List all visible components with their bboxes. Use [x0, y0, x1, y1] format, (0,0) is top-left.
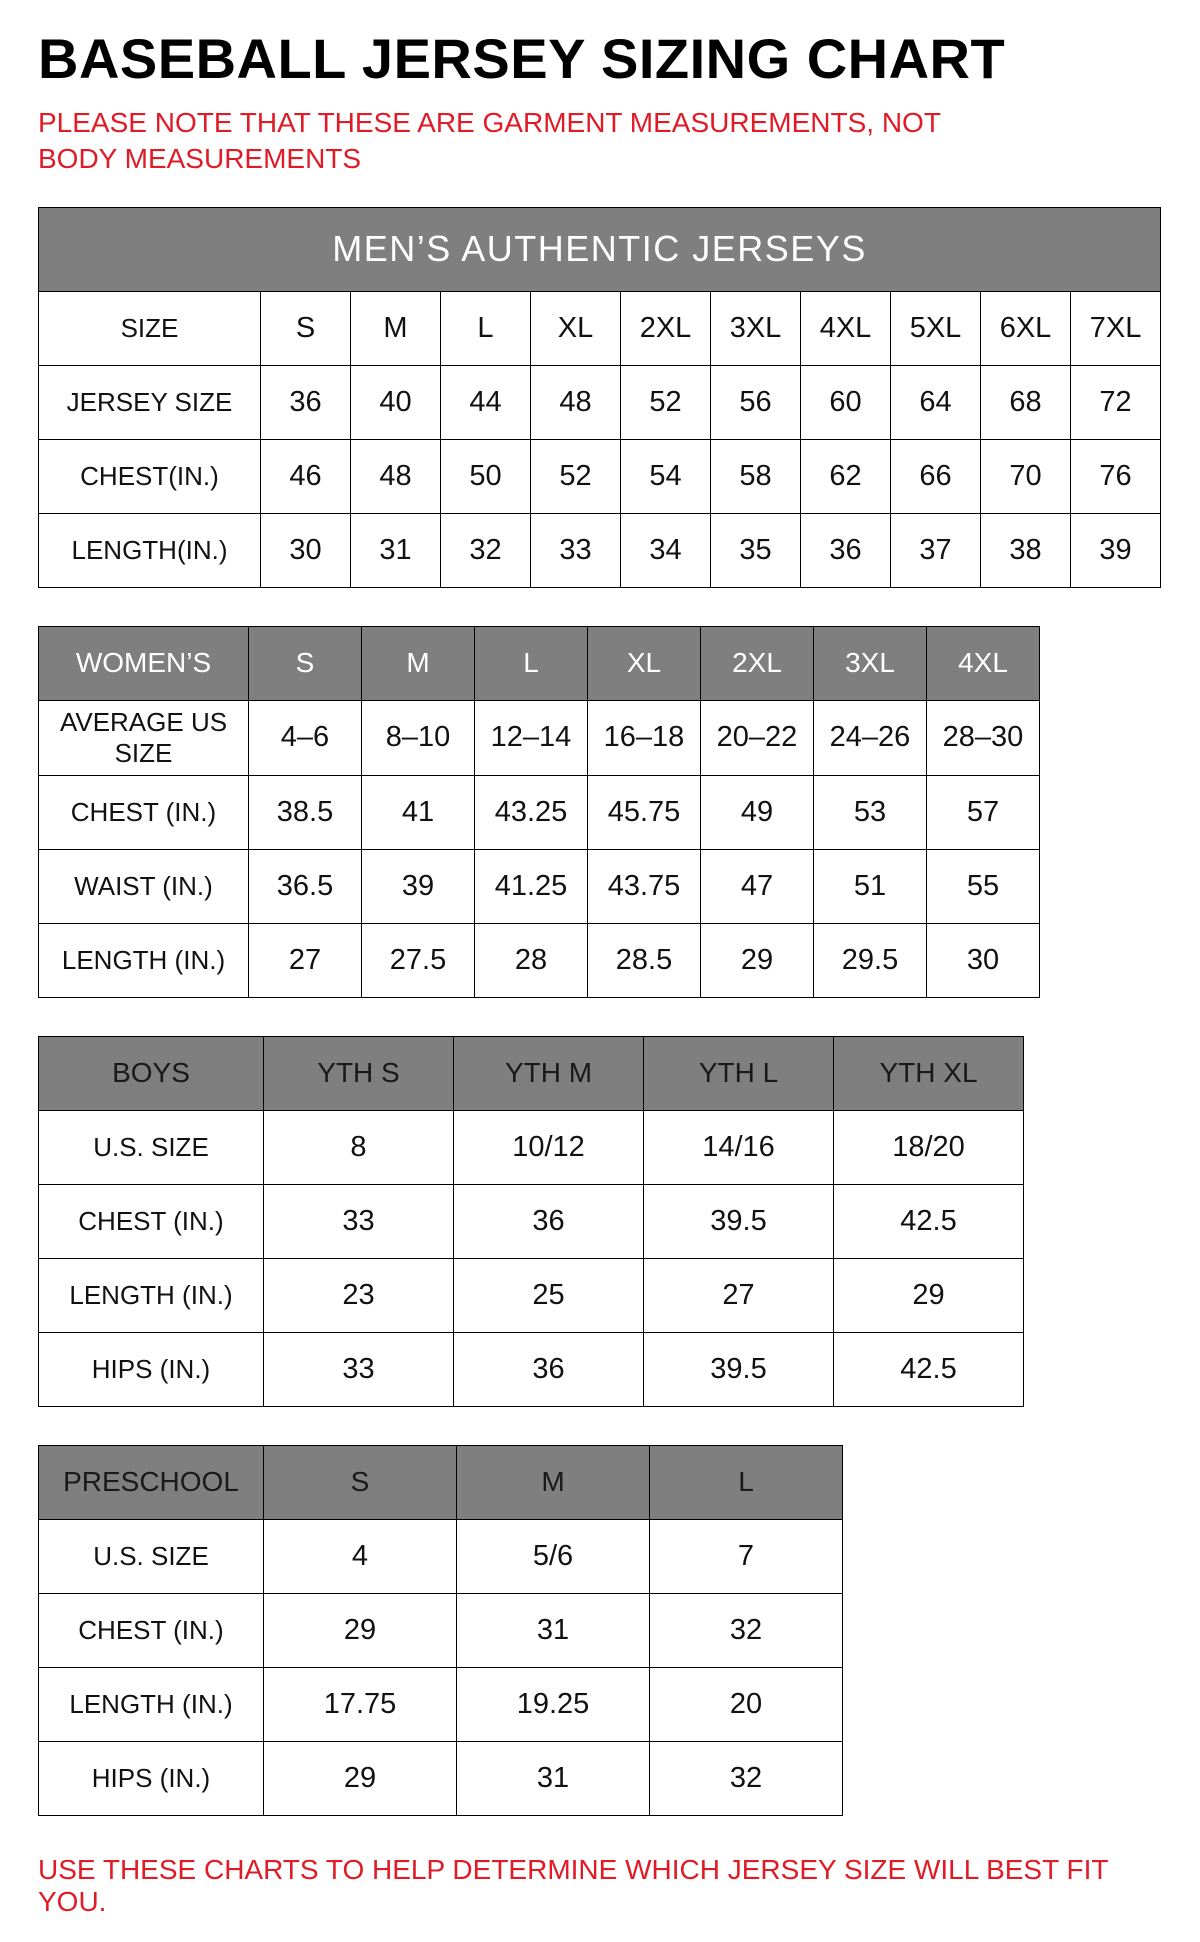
page-title: BASEBALL JERSEY SIZING CHART — [38, 27, 1006, 90]
value-cell: S — [264, 1445, 457, 1519]
table-row — [39, 1741, 843, 1815]
value-cell: 31 — [457, 1741, 650, 1815]
value-cell: 10/12 — [454, 1110, 644, 1184]
value-cell: 27 — [249, 923, 362, 997]
value-cell: 41.25 — [475, 849, 588, 923]
row-label-cell: LENGTH (IN.) — [39, 923, 249, 997]
value-cell: 38 — [981, 513, 1071, 587]
row-label-cell: SIZE — [39, 291, 261, 365]
value-cell: 64 — [891, 365, 981, 439]
table-header-row — [39, 1445, 843, 1519]
row-label-cell: CHEST(IN.) — [39, 439, 261, 513]
fit-advice-footer: USE THESE CHARTS TO HELP DETERMINE WHICH JERSEY SIZE WILL BEST FIT YOU. — [38, 1853, 1108, 1917]
value-cell: 30 — [927, 923, 1040, 997]
value-cell: 5XL — [891, 291, 981, 365]
boys-sizing-table — [38, 1036, 1024, 1407]
value-cell: 29 — [264, 1741, 457, 1815]
value-cell: L — [475, 626, 588, 700]
value-cell: 20–22 — [701, 700, 814, 775]
value-cell: 52 — [531, 439, 621, 513]
table-header-row — [39, 626, 1040, 700]
row-label-cell: CHEST (IN.) — [39, 775, 249, 849]
value-cell: M — [351, 291, 441, 365]
value-cell: 16–18 — [588, 700, 701, 775]
row-label-cell: HIPS (IN.) — [39, 1332, 264, 1406]
value-cell: 4XL — [927, 626, 1040, 700]
value-cell: 32 — [441, 513, 531, 587]
row-label-cell: JERSEY SIZE — [39, 365, 261, 439]
value-cell: 45.75 — [588, 775, 701, 849]
value-cell: 25 — [454, 1258, 644, 1332]
value-cell: 39 — [1071, 513, 1161, 587]
value-cell: 29.5 — [814, 923, 927, 997]
value-cell: 37 — [891, 513, 981, 587]
value-cell: 36 — [801, 513, 891, 587]
table-row — [39, 1258, 1024, 1332]
value-cell: 54 — [621, 439, 711, 513]
value-cell: 33 — [264, 1332, 454, 1406]
value-cell: 19.25 — [457, 1667, 650, 1741]
value-cell: 17.75 — [264, 1667, 457, 1741]
value-cell: 32 — [650, 1593, 843, 1667]
value-cell: 33 — [531, 513, 621, 587]
table-row — [39, 291, 1161, 365]
value-cell: 47 — [701, 849, 814, 923]
value-cell: 33 — [264, 1184, 454, 1258]
table-banner-row — [39, 207, 1161, 291]
value-cell: 40 — [351, 365, 441, 439]
value-cell: 50 — [441, 439, 531, 513]
value-cell: 36.5 — [249, 849, 362, 923]
value-cell: 31 — [351, 513, 441, 587]
row-label-cell: BOYS — [39, 1036, 264, 1110]
value-cell: 3XL — [814, 626, 927, 700]
row-label-cell: U.S. SIZE — [39, 1110, 264, 1184]
womens-sizing-table — [38, 626, 1040, 998]
value-cell: 42.5 — [834, 1332, 1024, 1406]
value-cell: 2XL — [701, 626, 814, 700]
value-cell: M — [457, 1445, 650, 1519]
value-cell: 38.5 — [249, 775, 362, 849]
table-row — [39, 1519, 843, 1593]
value-cell: XL — [531, 291, 621, 365]
value-cell: 53 — [814, 775, 927, 849]
preschool-sizing-table — [38, 1445, 843, 1816]
value-cell: 39 — [362, 849, 475, 923]
value-cell: 72 — [1071, 365, 1161, 439]
value-cell: 20 — [650, 1667, 843, 1741]
table-row — [39, 1332, 1024, 1406]
table-row — [39, 513, 1161, 587]
table-row — [39, 1184, 1024, 1258]
table-row — [39, 1110, 1024, 1184]
value-cell: 6XL — [981, 291, 1071, 365]
value-cell: 55 — [927, 849, 1040, 923]
value-cell: 28 — [475, 923, 588, 997]
value-cell: 31 — [457, 1593, 650, 1667]
row-label-cell: WOMEN’S — [39, 626, 249, 700]
value-cell: 56 — [711, 365, 801, 439]
mens-table-title: MEN’S AUTHENTIC JERSEYS — [39, 207, 1161, 291]
value-cell: 41 — [362, 775, 475, 849]
row-label-cell: CHEST (IN.) — [39, 1184, 264, 1258]
value-cell: 70 — [981, 439, 1071, 513]
row-label-cell: U.S. SIZE — [39, 1519, 264, 1593]
value-cell: 48 — [531, 365, 621, 439]
value-cell: 30 — [261, 513, 351, 587]
mens-sizing-table — [38, 207, 1161, 588]
value-cell: 48 — [351, 439, 441, 513]
value-cell: 7XL — [1071, 291, 1161, 365]
value-cell: YTH S — [264, 1036, 454, 1110]
row-label-cell: CHEST (IN.) — [39, 1593, 264, 1667]
value-cell: 18/20 — [834, 1110, 1024, 1184]
value-cell: 7 — [650, 1519, 843, 1593]
value-cell: YTH M — [454, 1036, 644, 1110]
value-cell: 39.5 — [644, 1332, 834, 1406]
value-cell: 23 — [264, 1258, 454, 1332]
value-cell: 29 — [701, 923, 814, 997]
row-label-cell: LENGTH (IN.) — [39, 1258, 264, 1332]
table-header-row — [39, 1036, 1024, 1110]
table-row — [39, 365, 1161, 439]
value-cell: 4XL — [801, 291, 891, 365]
table-row — [39, 439, 1161, 513]
value-cell: 46 — [261, 439, 351, 513]
table-row — [39, 700, 1040, 775]
value-cell: 8 — [264, 1110, 454, 1184]
value-cell: 66 — [891, 439, 981, 513]
value-cell: L — [441, 291, 531, 365]
value-cell: YTH XL — [834, 1036, 1024, 1110]
value-cell: 36 — [261, 365, 351, 439]
value-cell: XL — [588, 626, 701, 700]
value-cell: 49 — [701, 775, 814, 849]
row-label-cell: WAIST (IN.) — [39, 849, 249, 923]
value-cell: 34 — [621, 513, 711, 587]
value-cell: 27.5 — [362, 923, 475, 997]
table-row — [39, 1593, 843, 1667]
value-cell: 5/6 — [457, 1519, 650, 1593]
value-cell: 44 — [441, 365, 531, 439]
value-cell: 43.75 — [588, 849, 701, 923]
value-cell: 28–30 — [927, 700, 1040, 775]
value-cell: 36 — [454, 1332, 644, 1406]
value-cell: 58 — [711, 439, 801, 513]
row-label-cell: LENGTH(IN.) — [39, 513, 261, 587]
garment-measurements-note: PLEASE NOTE THAT THESE ARE GARMENT MEASUREMENTS, NOT BODY MEASUREMENTS — [38, 107, 941, 174]
value-cell: L — [650, 1445, 843, 1519]
value-cell: YTH L — [644, 1036, 834, 1110]
value-cell: 12–14 — [475, 700, 588, 775]
value-cell: 42.5 — [834, 1184, 1024, 1258]
value-cell: 51 — [814, 849, 927, 923]
value-cell: 29 — [264, 1593, 457, 1667]
value-cell: 60 — [801, 365, 891, 439]
value-cell: 62 — [801, 439, 891, 513]
table-row — [39, 849, 1040, 923]
value-cell: 36 — [454, 1184, 644, 1258]
value-cell: 2XL — [621, 291, 711, 365]
value-cell: 4 — [264, 1519, 457, 1593]
value-cell: 39.5 — [644, 1184, 834, 1258]
row-label-cell: PRESCHOOL — [39, 1445, 264, 1519]
value-cell: 57 — [927, 775, 1040, 849]
row-label-cell: AVERAGE US SIZE — [39, 700, 249, 775]
value-cell: 14/16 — [644, 1110, 834, 1184]
table-row — [39, 923, 1040, 997]
value-cell: 4–6 — [249, 700, 362, 775]
value-cell: 52 — [621, 365, 711, 439]
row-label-cell: HIPS (IN.) — [39, 1741, 264, 1815]
row-label-cell: LENGTH (IN.) — [39, 1667, 264, 1741]
value-cell: 76 — [1071, 439, 1161, 513]
value-cell: 27 — [644, 1258, 834, 1332]
value-cell: 8–10 — [362, 700, 475, 775]
value-cell: 32 — [650, 1741, 843, 1815]
value-cell: S — [249, 626, 362, 700]
value-cell: 29 — [834, 1258, 1024, 1332]
value-cell: 24–26 — [814, 700, 927, 775]
value-cell: 35 — [711, 513, 801, 587]
table-row — [39, 775, 1040, 849]
value-cell: S — [261, 291, 351, 365]
value-cell: 28.5 — [588, 923, 701, 997]
table-row — [39, 1667, 843, 1741]
value-cell: 3XL — [711, 291, 801, 365]
value-cell: 43.25 — [475, 775, 588, 849]
value-cell: M — [362, 626, 475, 700]
value-cell: 68 — [981, 365, 1071, 439]
